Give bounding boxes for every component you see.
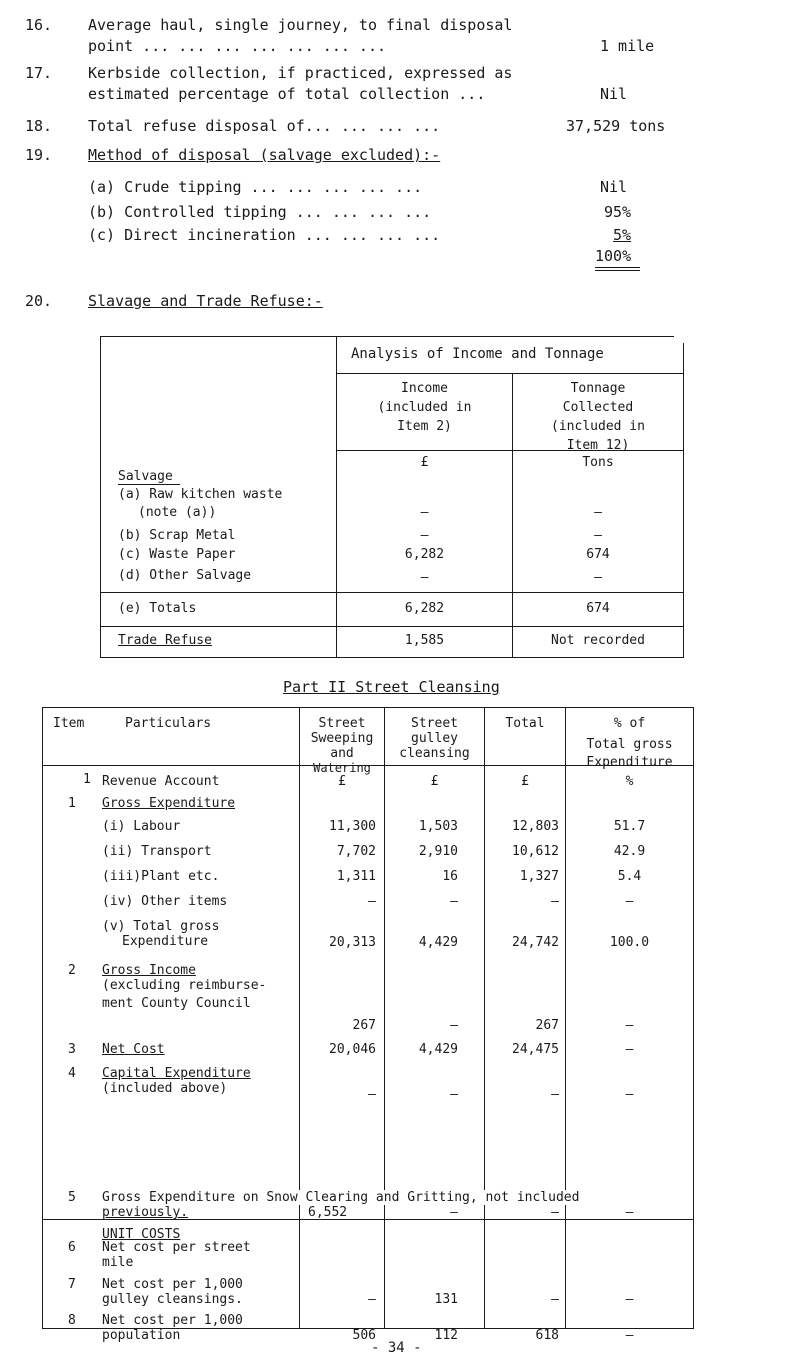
header-particulars: Particulars bbox=[125, 716, 212, 731]
cell-value: 267 bbox=[352, 1018, 376, 1033]
header-sweeping: Street bbox=[318, 716, 366, 731]
row-label: Net cost per 1,000 bbox=[102, 1313, 243, 1328]
unit-symbol: £ bbox=[430, 774, 439, 789]
part-title: Part II Street Cleansing bbox=[283, 678, 500, 696]
cell-value: 16 bbox=[442, 869, 458, 884]
header-tonnage: Tonnage bbox=[570, 381, 626, 396]
item-number: 16. bbox=[25, 16, 53, 34]
item-value: 1 mile bbox=[600, 37, 655, 55]
salvage-label: Salvage bbox=[118, 469, 173, 484]
header-tonnage: (included in bbox=[551, 419, 645, 434]
header-total: Total bbox=[505, 716, 545, 731]
unit-symbol: £ bbox=[521, 774, 529, 789]
cell-value: 112 bbox=[434, 1328, 458, 1343]
row-label: (c) Waste Paper bbox=[118, 547, 236, 562]
cell-value: 4,429 bbox=[418, 935, 458, 950]
cell-value: 131 bbox=[434, 1292, 458, 1307]
cell-value: – bbox=[551, 1292, 559, 1307]
cell-value: – bbox=[450, 1018, 458, 1033]
row-label-cont: Expenditure bbox=[122, 934, 209, 949]
row-label-cont: ment County Council bbox=[102, 996, 251, 1011]
cell-value: 20,046 bbox=[329, 1042, 376, 1057]
cell-value: – bbox=[551, 1087, 559, 1102]
cell-value: – bbox=[625, 1292, 634, 1307]
unit-symbol: £ bbox=[338, 774, 346, 789]
tonnage-value: – bbox=[594, 528, 602, 543]
income-value: 1,585 bbox=[404, 633, 445, 648]
row-label: Gross Income bbox=[102, 963, 196, 978]
cell-value: 24,475 bbox=[512, 1042, 559, 1057]
method-label: (a) Crude tipping ... ... ... ... ... bbox=[88, 178, 423, 196]
header-sweeping: Sweeping bbox=[310, 731, 374, 746]
cell-value: 11,300 bbox=[329, 819, 376, 834]
header-sweeping: and bbox=[330, 746, 354, 761]
tonnage-value: – bbox=[594, 505, 602, 520]
row-label: (iii)Plant etc. bbox=[102, 869, 220, 884]
row-label: Gross Expenditure bbox=[102, 796, 236, 811]
cell-value: 1,503 bbox=[418, 819, 458, 834]
method-label: (b) Controlled tipping ... ... ... ... bbox=[88, 203, 432, 221]
cell-value: – bbox=[625, 1205, 634, 1220]
method-value: Nil bbox=[600, 178, 628, 196]
column-number: 1 bbox=[83, 772, 91, 787]
cell-value: 1,311 bbox=[336, 869, 376, 884]
item-value: Nil bbox=[600, 85, 628, 103]
cell-value: – bbox=[450, 1205, 458, 1220]
cell-value: 24,742 bbox=[512, 935, 559, 950]
header-percent: Total gross bbox=[586, 737, 673, 752]
header-tonnage: Collected bbox=[562, 400, 634, 415]
income-value: – bbox=[420, 528, 429, 543]
cell-value: 4,429 bbox=[418, 1042, 458, 1057]
method-value: 95% bbox=[604, 203, 632, 221]
cell-value: – bbox=[368, 894, 376, 909]
unit-costs-label: UNIT COSTS bbox=[102, 1227, 181, 1242]
cell-value: – bbox=[625, 1042, 634, 1057]
tonnage-value: Not recorded bbox=[551, 633, 645, 648]
totals-label: (e) Totals bbox=[118, 601, 197, 616]
row-label: Net Cost bbox=[102, 1042, 165, 1057]
item-number: 6 bbox=[68, 1240, 76, 1255]
cell-value: 7,702 bbox=[336, 844, 376, 859]
income-value: 6,282 bbox=[404, 601, 445, 616]
header-percent: % of bbox=[613, 716, 646, 731]
item-number: 8 bbox=[68, 1313, 76, 1328]
cell-value: 20,313 bbox=[329, 935, 376, 950]
method-label: (c) Direct incineration ... ... ... ... bbox=[88, 226, 441, 244]
row-label: (d) Other Salvage bbox=[118, 568, 252, 583]
cell-value: – bbox=[551, 894, 559, 909]
income-value: – bbox=[420, 570, 429, 585]
cell-value: 1,327 bbox=[519, 869, 559, 884]
item-text: point ... ... ... ... ... ... ... bbox=[88, 37, 387, 55]
row-label-cont: population bbox=[102, 1328, 181, 1343]
item-number: 18. bbox=[25, 117, 53, 135]
cell-value: 100.0 bbox=[609, 935, 650, 950]
income-value: – bbox=[420, 505, 429, 520]
cell-value: 5.4 bbox=[617, 869, 642, 884]
item-number: 7 bbox=[68, 1277, 76, 1292]
row-label: Gross Expenditure on Snow Clearing and Gritting, not included bbox=[102, 1190, 583, 1205]
cell-value: 10,612 bbox=[512, 844, 559, 859]
row-label-cont: (included above) bbox=[102, 1081, 228, 1096]
cell-value: – bbox=[625, 1018, 634, 1033]
row-label: (i) Labour bbox=[102, 819, 181, 834]
item-text: estimated percentage of total collection ... bbox=[88, 85, 486, 103]
row-label: (note (a)) bbox=[138, 505, 217, 520]
item-text: Average haul, single journey, to final disposal bbox=[88, 16, 513, 34]
row-label-cont: (excluding reimburse- bbox=[102, 978, 267, 993]
tonnage-value: 674 bbox=[586, 601, 610, 616]
revenue-account-label: Revenue Account bbox=[102, 774, 220, 789]
cell-value: – bbox=[625, 1328, 634, 1343]
row-label: (iv) Other items bbox=[102, 894, 228, 909]
row-label-cont: previously. bbox=[102, 1205, 189, 1220]
trade-label: Trade Refuse bbox=[118, 633, 212, 648]
unit-symbol: % bbox=[625, 774, 634, 789]
header-gulley: gulley bbox=[411, 731, 458, 746]
header-income: Income bbox=[401, 381, 448, 396]
tonnage-value: – bbox=[594, 570, 602, 585]
cell-value: – bbox=[450, 1087, 458, 1102]
row-label: (ii) Transport bbox=[102, 844, 212, 859]
cell-value: – bbox=[625, 894, 634, 909]
page-number: - 34 - bbox=[371, 1340, 422, 1356]
item-text: Slavage and Trade Refuse:- bbox=[88, 292, 323, 310]
cell-value: 51.7 bbox=[613, 819, 646, 834]
cell-value: – bbox=[368, 1087, 376, 1102]
item-number: 2 bbox=[68, 963, 76, 978]
tonnage-value: 674 bbox=[586, 547, 610, 562]
row-label-cont: gulley cleansings. bbox=[102, 1292, 243, 1307]
cell-value: 506 bbox=[352, 1328, 376, 1343]
item-number: 1 bbox=[68, 796, 76, 811]
income-value: 6,282 bbox=[404, 547, 445, 562]
row-label: (a) Raw kitchen waste bbox=[118, 487, 283, 502]
row-label: (v) Total gross bbox=[102, 919, 220, 934]
unit-income: £ bbox=[420, 455, 429, 470]
item-value: 37,529 tons bbox=[566, 117, 666, 135]
unit-tonnage: Tons bbox=[582, 455, 614, 470]
method-total: 100% bbox=[595, 247, 632, 265]
item-text: Kerbside collection, if practiced, expressed as bbox=[88, 64, 513, 82]
cell-value: 42.9 bbox=[613, 844, 646, 859]
row-label: Net cost per street bbox=[102, 1240, 251, 1255]
header-item: Item bbox=[53, 716, 85, 731]
item-number: 4 bbox=[68, 1066, 76, 1081]
cell-value: 12,803 bbox=[512, 819, 559, 834]
cell-value: – bbox=[625, 1087, 634, 1102]
cell-value: 2,910 bbox=[418, 844, 458, 859]
item-number: 3 bbox=[68, 1042, 76, 1057]
group-header: Analysis of Income and Tonnage bbox=[351, 346, 604, 362]
cell-value: – bbox=[368, 1292, 376, 1307]
row-label: Capital Expenditure bbox=[102, 1066, 251, 1081]
method-value: 5% bbox=[613, 226, 632, 244]
header-income: (included in bbox=[377, 400, 472, 415]
header-sweeping: Watering bbox=[313, 761, 371, 775]
cell-value: 6,552 bbox=[308, 1205, 348, 1220]
cell-value: 267 bbox=[535, 1018, 559, 1033]
row-label: (b) Scrap Metal bbox=[118, 528, 236, 543]
item-number: 20. bbox=[25, 292, 53, 310]
header-tonnage: Item 12) bbox=[566, 438, 630, 453]
row-label-cont: mile bbox=[102, 1255, 134, 1270]
row-label: Net cost per 1,000 bbox=[102, 1277, 243, 1292]
double-underline bbox=[595, 270, 640, 271]
header-percent: Expenditure bbox=[586, 755, 673, 770]
double-underline bbox=[595, 267, 640, 268]
cell-value: – bbox=[551, 1205, 559, 1220]
header-gulley: cleansing bbox=[399, 746, 470, 761]
item-number: 5 bbox=[68, 1190, 76, 1205]
item-text: Total refuse disposal of... ... ... ... bbox=[88, 117, 441, 135]
item-number: 19. bbox=[25, 146, 53, 164]
header-gulley: Street bbox=[411, 716, 458, 731]
header-income: Item 2) bbox=[397, 419, 452, 434]
item-number: 17. bbox=[25, 64, 53, 82]
item-text: Method of disposal (salvage excluded):- bbox=[88, 146, 441, 164]
cell-value: – bbox=[450, 894, 458, 909]
cell-value: 618 bbox=[535, 1328, 559, 1343]
